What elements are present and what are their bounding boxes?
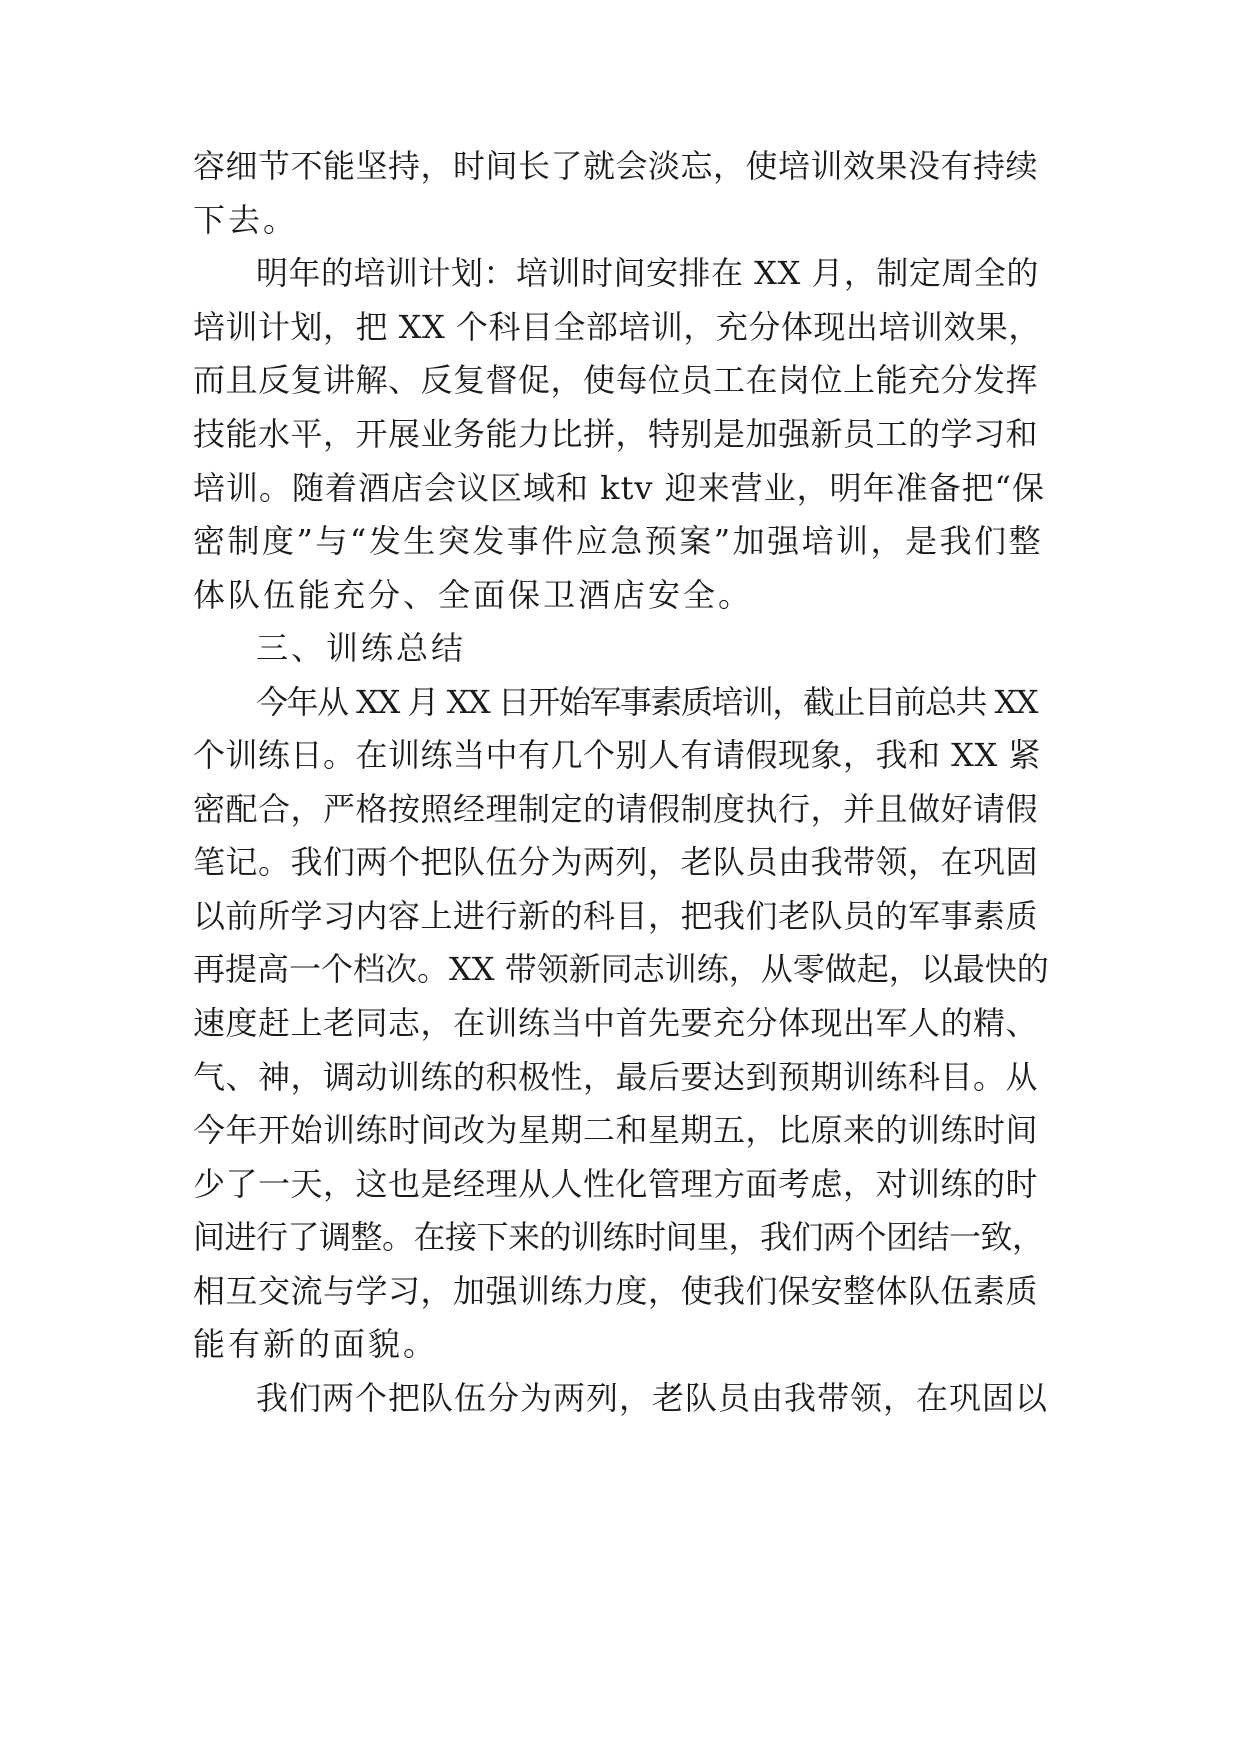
text-line: 而且反复讲解、反复督促，使每位员工在岗位上能充分发挥 <box>193 361 1039 399</box>
text-line: 密制度”与“发生突发事件应急预案”加强培训，是我们整 <box>193 522 1044 560</box>
text-line: 间进行了调整。在接下来的训练时间里，我们两个团结一致， <box>193 1218 1044 1256</box>
text-line: 密配合，严格按照经理制定的请假制度执行，并且做好请假 <box>193 790 1039 828</box>
paragraph-start-line: 今年从 XX 月 XX 日开始军事素质培训，截止目前总共 XX <box>256 683 1038 721</box>
text-line: 培训计划，把 XX 个科目全部培训，充分体现出培训效果， <box>193 308 1041 346</box>
text-line: 气、神，调动训练的积极性，最后要达到预期训练科目。从 <box>193 1058 1039 1096</box>
text-line: 再提高一个档次。XX 带领新同志训练，从零做起，以最快的 <box>193 950 1049 988</box>
text-line: 速度赶上老同志，在训练当中首先要充分体现出军人的精、 <box>193 1004 1039 1042</box>
paragraph-start-line: 我们两个把队伍分为两列，老队员由我带领，在巩固以 <box>256 1379 1049 1417</box>
text-line: 少了一天，这也是经理从人性化管理方面考虑，对训练的时 <box>193 1165 1039 1203</box>
text-line: 容细节不能坚持，时间长了就会淡忘，使培训效果没有持续 <box>193 147 1039 185</box>
section-heading: 三、训练总结 <box>256 629 467 667</box>
text-line: 体队伍能充分、全面保卫酒店安全。 <box>193 576 754 614</box>
text-line: 笔记。我们两个把队伍分为两列，老队员由我带领，在巩固 <box>193 843 1039 881</box>
text-line: 相互交流与学习，加强训练力度，使我们保安整体队伍素质 <box>193 1272 1039 1310</box>
paragraph-start-line: 明年的培训计划：培训时间安排在 XX 月，制定周全的 <box>256 254 1039 292</box>
text-line: 以前所学习内容上进行新的科目，把我们老队员的军事素质 <box>193 897 1039 935</box>
text-line: 下去。 <box>193 201 299 239</box>
text-line: 能有新的面貌。 <box>193 1325 439 1363</box>
text-line: 今年开始训练时间改为星期二和星期五，比原来的训练时间 <box>193 1111 1039 1149</box>
text-line: 个训练日。在训练当中有几个别人有请假现象，我和 XX 紧 <box>193 736 1041 774</box>
text-line: 培训。随着酒店会议区域和 ktv 迎来营业，明年准备把“保 <box>193 469 1046 507</box>
text-line: 技能水平，开展业务能力比拼，特别是加强新员工的学习和 <box>193 415 1039 453</box>
